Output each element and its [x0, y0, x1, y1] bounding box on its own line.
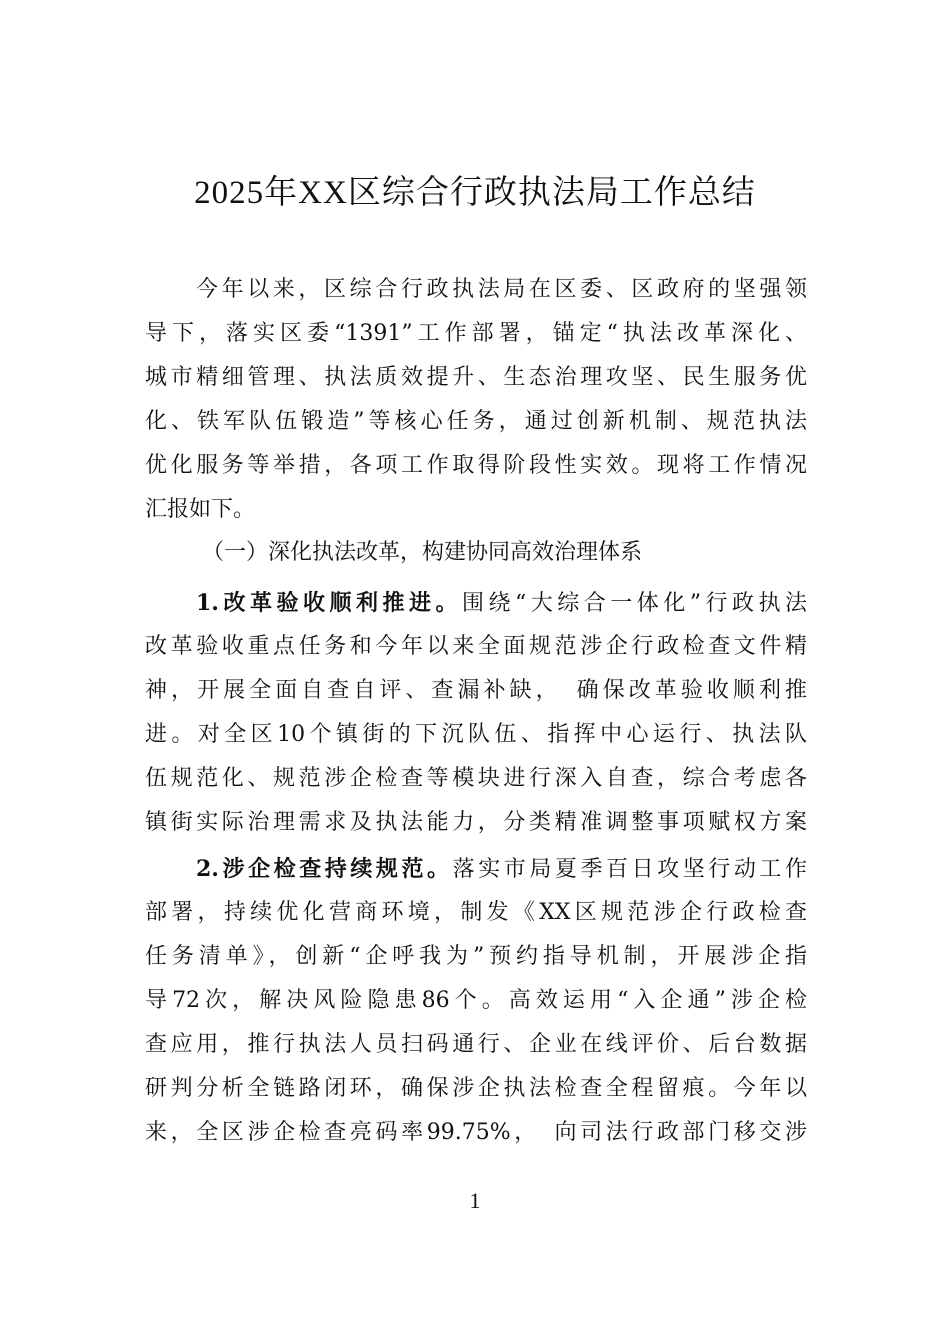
section-heading: （一）深化执法改革，构建协同高效治理体系 — [202, 540, 643, 565]
text-line: 汇报如下。 — [145, 497, 256, 522]
text-span: 围绕“大综合一体化”行政执法 — [461, 591, 807, 616]
text-line: 查应用，推行执法人员扫码通行、企业在线评价、后台数据 — [145, 1032, 807, 1057]
text-line: 伍规范化、规范涉企检查等模块进行深入自查，综合考虑各 — [145, 766, 807, 791]
text-line: 部署，持续优化营商环境，制发《XX区规范涉企行政检查 — [145, 900, 807, 925]
text-line: 来，全区涉企检查亮码率99.75%， 向司法行政部门移交涉 — [145, 1120, 807, 1145]
text-line: 镇街实际治理需求及执法能力，分类精准调整事项赋权方案 — [145, 810, 807, 835]
intro-paragraph — [145, 268, 807, 532]
text-span: 落实市局夏季百日攻坚行动工作 — [452, 857, 807, 882]
item1-paragraph — [145, 581, 807, 845]
text-line: 导72次，解决风险隐患86个。高效运用“入企通”涉企检 — [145, 988, 807, 1013]
text-line: 任务清单》，创新“企呼我为”预约指导机制，开展涉企指 — [145, 944, 807, 969]
item1-lead: 1.改革验收顺利推进。 — [196, 590, 462, 616]
text-line: 优化服务等举措，各项工作取得阶段性实效。现将工作情况 — [145, 453, 807, 478]
page-number: 1 — [469, 1188, 481, 1213]
text-line: 研判分析全链路闭环，确保涉企执法检查全程留痕。今年以 — [145, 1076, 807, 1101]
item2-lead: 2.涉企检查持续规范。 — [196, 856, 453, 882]
text-line: 神，开展全面自查自评、查漏补缺， 确保改革验收顺利推 — [145, 678, 807, 703]
text-line: 城市精细管理、执法质效提升、生态治理攻坚、民生服务优 — [145, 365, 807, 390]
text-line — [145, 581, 807, 625]
text-line — [145, 847, 807, 891]
text-line: 改革验收重点任务和今年以来全面规范涉企行政检查文件精 — [145, 634, 807, 659]
text-line: 今年以来，区综合行政执法局在区委、区政府的坚强领 — [196, 277, 807, 302]
text-line: 化、铁军队伍锻造”等核心任务，通过创新机制、规范执法 — [145, 409, 807, 434]
document-title: 2025年XX区综合行政执法局工作总结 — [194, 175, 756, 211]
item2-paragraph — [145, 847, 807, 1155]
text-line: 导下，落实区委“1391”工作部署，锚定“执法改革深化、 — [145, 321, 807, 346]
document-body — [145, 268, 807, 1155]
text-line: 进。对全区10个镇街的下沉队伍、指挥中心运行、执法队 — [145, 722, 807, 747]
